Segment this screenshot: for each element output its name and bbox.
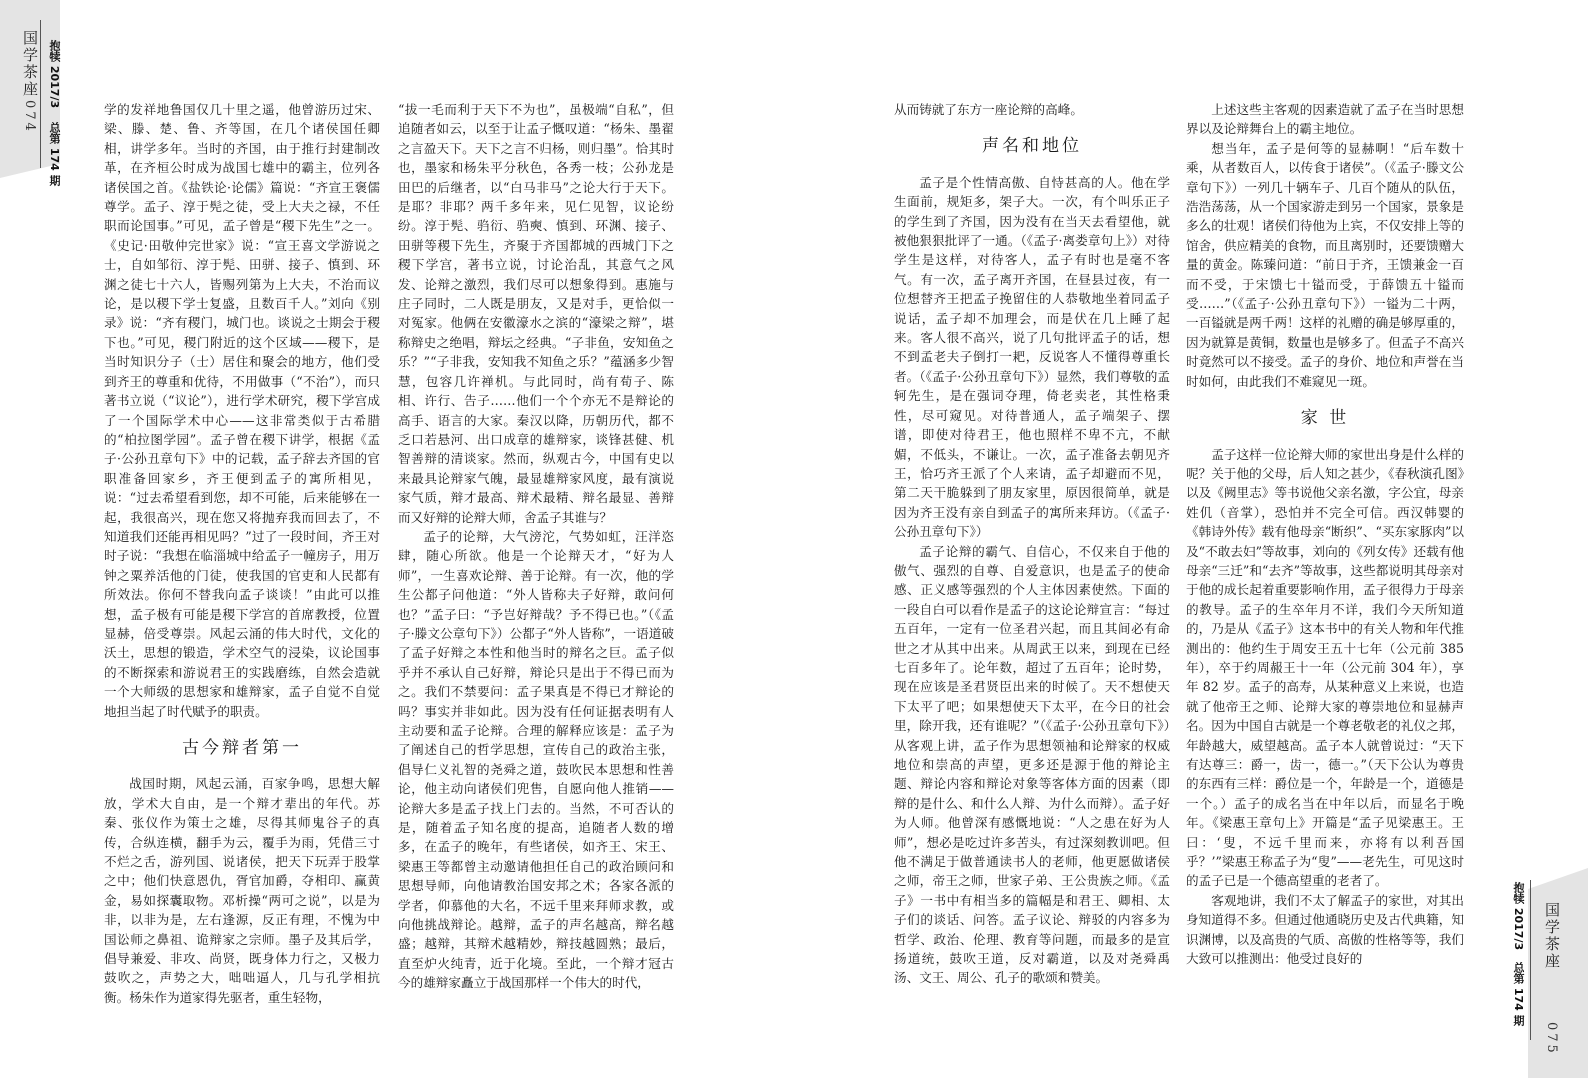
- paragraph: 孟子这样一位论辩大师的家世出身是什么样的呢？关于他的父母，后人知之甚少，《春秋演孔图》以及《阙里志》等书说他父亲名激，字公宜，母亲姓仉（音掌），恐怕并不完全可信。西汉韩婴的《韩诗外传》载有他母亲“断织”、“买东家豚肉”以及“不敢去妇”等故事，刘向的《列女传》还载有他母亲“三迁”和“去齐”等故事，这些都说明其母亲对于他的成长起着重要影响作用，孟子很得力于母亲的教导。孟子的生卒年月不详，我们今天所知道的，乃是从《孟子》这本书中的有关人物和年代推测出的：他约生于周安王五十七年（公元前 385 年），卒于约周赧王十一年（公元前 304 年），享年 82 岁。孟子的高寿，从某种意义上来说，也造就了他帝王之师、论辩大家的尊崇地位和显赫声名。因为中国自古就是一个尊老敬老的礼仪之邦，年龄越大，威望越高。孟子本人就曾说过：“天下有达尊三：爵一，齿一，德一。”（天下公认为尊贵的东西有三样：爵位是一个，年龄是一个，道德是一个。）孟子的成名当在中年以后，而显名于晚年。《梁惠王章句上》开篇是“孟子见梁惠王。王曰：‘叟，不远千里而来，亦将有以利吾国乎？’”梁惠王称孟子为“叟”——老先生，可见这时的孟子已是一个德高望重的老者了。: [1186, 446, 1464, 889]
- left-section-label: 国学茶座: [21, 30, 39, 98]
- section-heading-shengming: 声名和地位: [982, 136, 1082, 157]
- section-heading-jiashi: 家 世: [1300, 408, 1350, 429]
- right-column-1: [894, 100, 1170, 1020]
- right-section-label: 国学茶座: [1543, 902, 1561, 970]
- paragraph: 客观地讲，我们不太了解孟子的家世，对其出身知道得不多。但通过他通晓历史及古代典籍，知识渊博，以及高贵的气质、高傲的性格等等，我们大致可以推测出：他受过良好的: [1186, 892, 1464, 967]
- paragraph: 孟子的论辩，大气滂沱，气势如虹，汪洋恣肆，随心所欲。他是一个论辩天才，“好为人师”，一生喜欢论辩、善于论辩。有一次，他的学生公都子问他道：“外人皆称夫子好辩，敢问何也？”孟子曰：“予岂好辩哉？予不得已也。”（《孟子·滕文公章句下》）公都子“外人皆称”，一语道破了孟子好辩之本性和他当时的辩名之巨。孟子似乎并不承认自己好辩，辩论只是出于不得已而为之。我们不禁要问：孟子果真是不得已才辩论的吗？事实并非如此。因为没有任何证据表明有人主动要和孟子论辩。合理的解释应该是：孟子为了阐述自己的哲学思想，宣传自己的政治主张，倡导仁义礼智的尧舜之道，鼓吹民本思想和性善论，他主动向诸侯们兜售，自愿向他人推销——论辩大多是孟子找上门去的。当然，不可否认的是，随着孟子知名度的提高，追随者人数的增多，在孟子的晚年，有些诸侯，如齐王、宋王、梁惠王等都曾主动邀请他担任自己的政治顾问和思想导师，向他请教治国安邦之术；各家各派的学者，仰慕他的大名，不远千里来拜师求教，或向他挑战辩论。越辩，孟子的声名越高，辩名越盛；越辩，其辩术越精妙，辩技越圆熟；最后，直至炉火纯青，近于化境。至此，一个辩才冠古今的雄辩家矗立于战国那样一个伟大的时代，: [398, 528, 674, 991]
- left-column-2: [398, 100, 674, 1020]
- paragraph: 孟子是个性情高傲、自恃甚高的人。他在学生面前，规矩多，架子大。一次，有个叫乐正子的学生到了齐国，因为没有在当天去看望他，就被他狠狠批评了一通。（《孟子·离娄章句上》）对待学生是这样，对待客人，孟子有时也是毫不客气。有一次，孟子离开齐国，在昼县过夜，有一位想替齐王把孟子挽留住的人恭敬地坐着同孟子说话，孟子却不加理会，而是伏在几上睡了起来。客人很不高兴，说了几句批评孟子的话，想不到孟老夫子倒打一耙，反说客人不懂得尊重长者。（《孟子·公孙丑章句下》）显然，我们尊敬的孟轲先生，是在强词夺理，倚老卖老，其性格秉性，尽可窥见。对待普通人，孟子端架子、摆谱，即使对待君王，他也照样不卑不亢，不献媚，不低头，不谦让。一次，孟子准备去朝见齐王，恰巧齐王派了个人来请，孟子却避而不见，第二天干脆躲到了朋友家里，原因很简单，就是因为齐王没有亲自到孟子的寓所来拜访。（《孟子·公孙丑章句下》）: [894, 174, 1170, 540]
- left-margin-rule: [40, 20, 41, 168]
- section-heading-gujin: 古今辩者第一: [182, 738, 302, 758]
- right-column-2: [1186, 100, 1464, 1020]
- paragraph: 战国时期，风起云涌，百家争鸣，思想大解放，学术大自由，是一个辩才辈出的年代。苏秦、张仪作为策士之雄，尽得其师鬼谷子的真传，合纵连横，翻手为云，覆手为雨，凭借三寸不烂之舌，游列国、说诸侯，把天下玩弄于股掌之中；他们快意恩仇，胥官加爵，夺相印、赢黄金，易如探囊取物。邓析操“两可之说”，以是为非，以非为是，左右逢源，反正有理，不愧为中国讼师之鼻祖、诡辩家之宗师。墨子及其后学，倡导兼爱、非攻、尚贤，既身体力行之，又极力鼓吹之，声势之大，咄咄逼人，几与孔学相抗衡。杨朱作为道家得先驱者，重生轻物，: [104, 776, 380, 1005]
- paragraph: 上述这些主客观的因素造就了孟子在当时思想界以及论辩舞台上的霸主地位。: [1186, 102, 1464, 137]
- right-issue-label: 抱犊 2017/3: [1512, 882, 1525, 951]
- left-issue-total: 总第 174 期: [48, 122, 61, 186]
- paragraph: “拔一毛而利于天下不为也”，虽极端“自私”，但追随者如云，以至于让孟子慨叹道：“杨朱、墨翟之言盈天下。天下之言不归杨，则归墨”。恰其时也，墨家和杨朱平分秋色，各秀一枝；公孙龙是田巴的后继者，以“白马非马”之论大行于天下。是耶？非耶？两千多年来，见仁见智，议论纷纷。淳于髡、驺衍、驺奭、慎到、环渊、接子、田骈等稷下先生，齐聚于齐国都城的西城门下之稷下学宫，著书立说，讨论治乱，其意气之风发、论辩之激烈，我们尽可以想象得到。惠施与庄子同时，二人既是朋友，又是对手，更恰似一对冤家。他俩在安徽濠水之滨的“濠梁之辩”，堪称辩史之绝唱，辩坛之经典。“子非鱼，安知鱼之乐？”“子非我，安知我不知鱼之乐？”蕴涵多少智慧，包容几许禅机。与此同时，尚有荀子、陈相、许行、告子……他们一个个亦无不是辩论的高手、语言的大家。秦汉以降，历朝历代，都不乏口若悬河、出口成章的雄辩家，谈锋甚健、机智善辩的清谈家。然而，纵观古今，中国有史以来最具论辩家气魄，最显雄辩家风度，最有演说家气质，辩才最高、辩术最精、辩名最显、善辩而又好辩的论辩大师，舍孟子其谁与？: [398, 102, 674, 525]
- paragraph: 学的发祥地鲁国仅几十里之遥，他曾游历过宋、梁、滕、楚、鲁、齐等国，在几个诸侯国任卿相，讲学多年。当时的齐国，由于推行封建制改革，在齐桓公时成为战国七雄中的霸主，位列各诸侯国之首。《盐铁论·论儒》篇说：“齐宣王褒儒尊学。孟子、淳于髡之徒，受上大夫之禄，不任职而论国事。”可见，孟子曾是“稷下先生”之一。《史记·田敬仲完世家》说：“宣王喜文学游说之士，自如邹衍、淳于髡、田骈、接子、慎到、环渊之徒七十六人，皆赐列第为上大夫，不治而议论，是以稷下学士复盛，且数百千人。”刘向《别录》说：“齐有稷门，城门也。谈说之士期会于稷下也。”可见，稷门附近的这个区域——稷下，是当时知识分子（士）居住和聚会的地方，他们受到齐王的尊重和优待，不用做事（“不治”），而只著书立说（“议论”），进行学术研究，稷下学宫成了一个国际学术中心——这非常类似于古希腊的“柏拉图学园”。孟子曾在稷下讲学，根据《孟子·公孙丑章句下》中的记载，孟子辞去齐国的官职准备回家乡，齐王便到孟子的寓所相见，说：“过去希望看到您，却不可能，后来能够在一起，我很高兴，现在您又将抛弃我而回去了，不知道我们还能再相见吗？”过了一段时间，齐王对时子说：“我想在临淄城中给孟子一幢房子，用万钟之粟养活他的门徒，使我国的官吏和人民都有所效法。你何不替我向孟子谈谈！”由此可以推想，孟子极有可能是稷下学宫的首席教授，位置显赫，倍受尊崇。风起云涌的伟大时代，文化的沃土，思想的锻造，学术空气的浸染，议论国事的不断探索和游说君王的实践磨练，自然会造就一个大师级的思想家和雄辩家，孟子自觉不自觉地担当起了时代赋予的职责。: [104, 102, 380, 719]
- paragraph: 从而铸就了东方一座论辩的高峰。: [894, 102, 1083, 117]
- right-page-number: 075: [1544, 1022, 1559, 1056]
- left-page-number: 074: [22, 100, 37, 134]
- right-margin-rule: [1530, 880, 1531, 1040]
- left-column-1: [104, 100, 380, 1020]
- paragraph: 想当年，孟子是何等的显赫啊！“后车数十乘，从者数百人，以传食于诸侯”。（《孟子·滕文公章句下》）一列几十辆车子、几百个随从的队伍，浩浩荡荡，从一个国家游走到另一个国家，景象是多么的壮观！诸侯们待他为上宾，不仅安排上等的馆舍，供应精美的食物，而且离别时，还要馈赠大量的黄金。陈臻问道：“前日于齐，王馈兼金一百而不受，于宋馈七十镒而受，于薛馈五十镒而受……”（《孟子·公孙丑章句下》）一镒为二十两，一百镒就是两千两！这样的礼赠的确是够厚重的，因为就算是黄铜，数量也是够多了。但孟子不高兴时竟然可以不接受。孟子的身价、地位和声誉在当时如何，由此我们不难窥见一斑。: [1186, 140, 1464, 389]
- left-issue-label: 抱犊 2017/3: [48, 40, 61, 109]
- right-page: [794, 0, 1588, 1078]
- paragraph: 孟子论辩的霸气、自信心，不仅来自于他的傲气、强烈的自尊、自爱意识，也是孟子的使命感、正义感等强烈的个人主体因素使然。下面的一段自白可以看作是孟子的这论论辩宣言：“每过五百年，一定有一位圣君兴起，而且其间必有命世之才从其中出来。从周武王以来，到现在已经七百多年了。论年数，超过了五百年；论时势，现在应该是圣君贤臣出来的时候了。天不想使天下太平了吧；如果想使天下太平，在今日的社会里，除开我，还有谁呢？”（《孟子·公孙丑章句下》）从客观上讲，孟子作为思想领袖和论辩家的权威地位和崇高的声望，更多还是源于他的辩论主题、辩论内容和辩论对象等客体方面的因素（即辩的是什么、和什么人辩、为什么而辩）。孟子好为人师。他曾深有感慨地说：“人之患在好为人师”，想必是吃过许多苦头，有过深刻教训吧。但他不满足于做普通读书人的老师，他更愿做诸侯之师，帝王之师，世家子弟、王公贵族之师。《孟子》一书中有相当多的篇幅是和君王、卿相、太子们的谈话、问答。孟子议论、辩驳的内容多为哲学、政治、伦理、教育等问题，而最多的是宣扬道统，鼓吹王道，反对霸道，以及对尧舜禹汤、文王、周公、孔子的歌颂和赞美。: [894, 543, 1170, 986]
- right-issue-total: 总第 174 期: [1512, 962, 1525, 1026]
